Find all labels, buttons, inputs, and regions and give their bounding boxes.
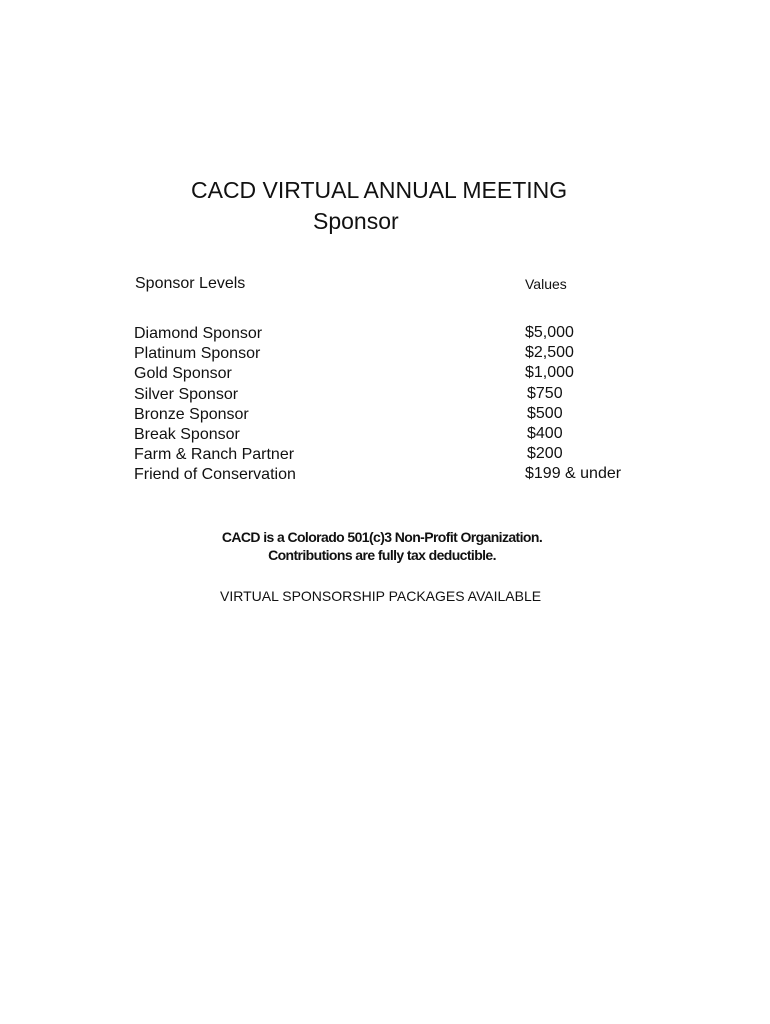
nonprofit-notice-line1: CACD is a Colorado 501(c)3 Non-Profit Organization.	[221, 529, 543, 545]
sponsor-level-silver: Silver Sponsor	[134, 385, 239, 403]
packages-available-text: VIRTUAL SPONSORSHIP PACKAGES AVAILABLE	[220, 588, 542, 604]
sponsor-values-list	[525, 323, 621, 485]
sponsor-level-platinum: Platinum Sponsor	[134, 345, 261, 363]
nonprofit-notice-line2: Contributions are fully tax deductible.	[268, 547, 496, 563]
values-header: Values	[525, 276, 567, 292]
sponsor-level-break: Break Sponsor	[134, 426, 240, 444]
sponsor-levels-list	[134, 324, 296, 486]
sponsor-levels-header: Sponsor Levels	[135, 275, 246, 292]
sponsor-level-diamond: Diamond Sponsor	[134, 325, 263, 342]
page-title: CACD VIRTUAL ANNUAL MEETING	[191, 177, 568, 203]
sponsor-value-friend: $199 & under	[525, 465, 622, 483]
page-subtitle: Sponsor	[313, 208, 399, 234]
sponsor-value-farm-ranch: $200	[527, 445, 563, 463]
sponsor-level-farm-ranch: Farm & Ranch Partner	[134, 446, 295, 464]
sponsor-value-silver: $750	[527, 384, 563, 402]
sponsor-level-friend: Friend of Conservation	[134, 466, 296, 484]
sponsor-level-bronze: Bronze Sponsor	[134, 405, 249, 423]
sponsor-value-platinum: $2,500	[525, 344, 574, 362]
sponsor-value-break: $400	[527, 425, 563, 443]
sponsor-value-diamond: $5,000	[525, 324, 574, 341]
sponsor-value-bronze: $500	[527, 404, 563, 422]
sponsor-value-gold: $1,000	[525, 364, 574, 382]
nonprofit-notice	[0, 528, 770, 564]
sponsor-level-gold: Gold Sponsor	[134, 365, 232, 383]
